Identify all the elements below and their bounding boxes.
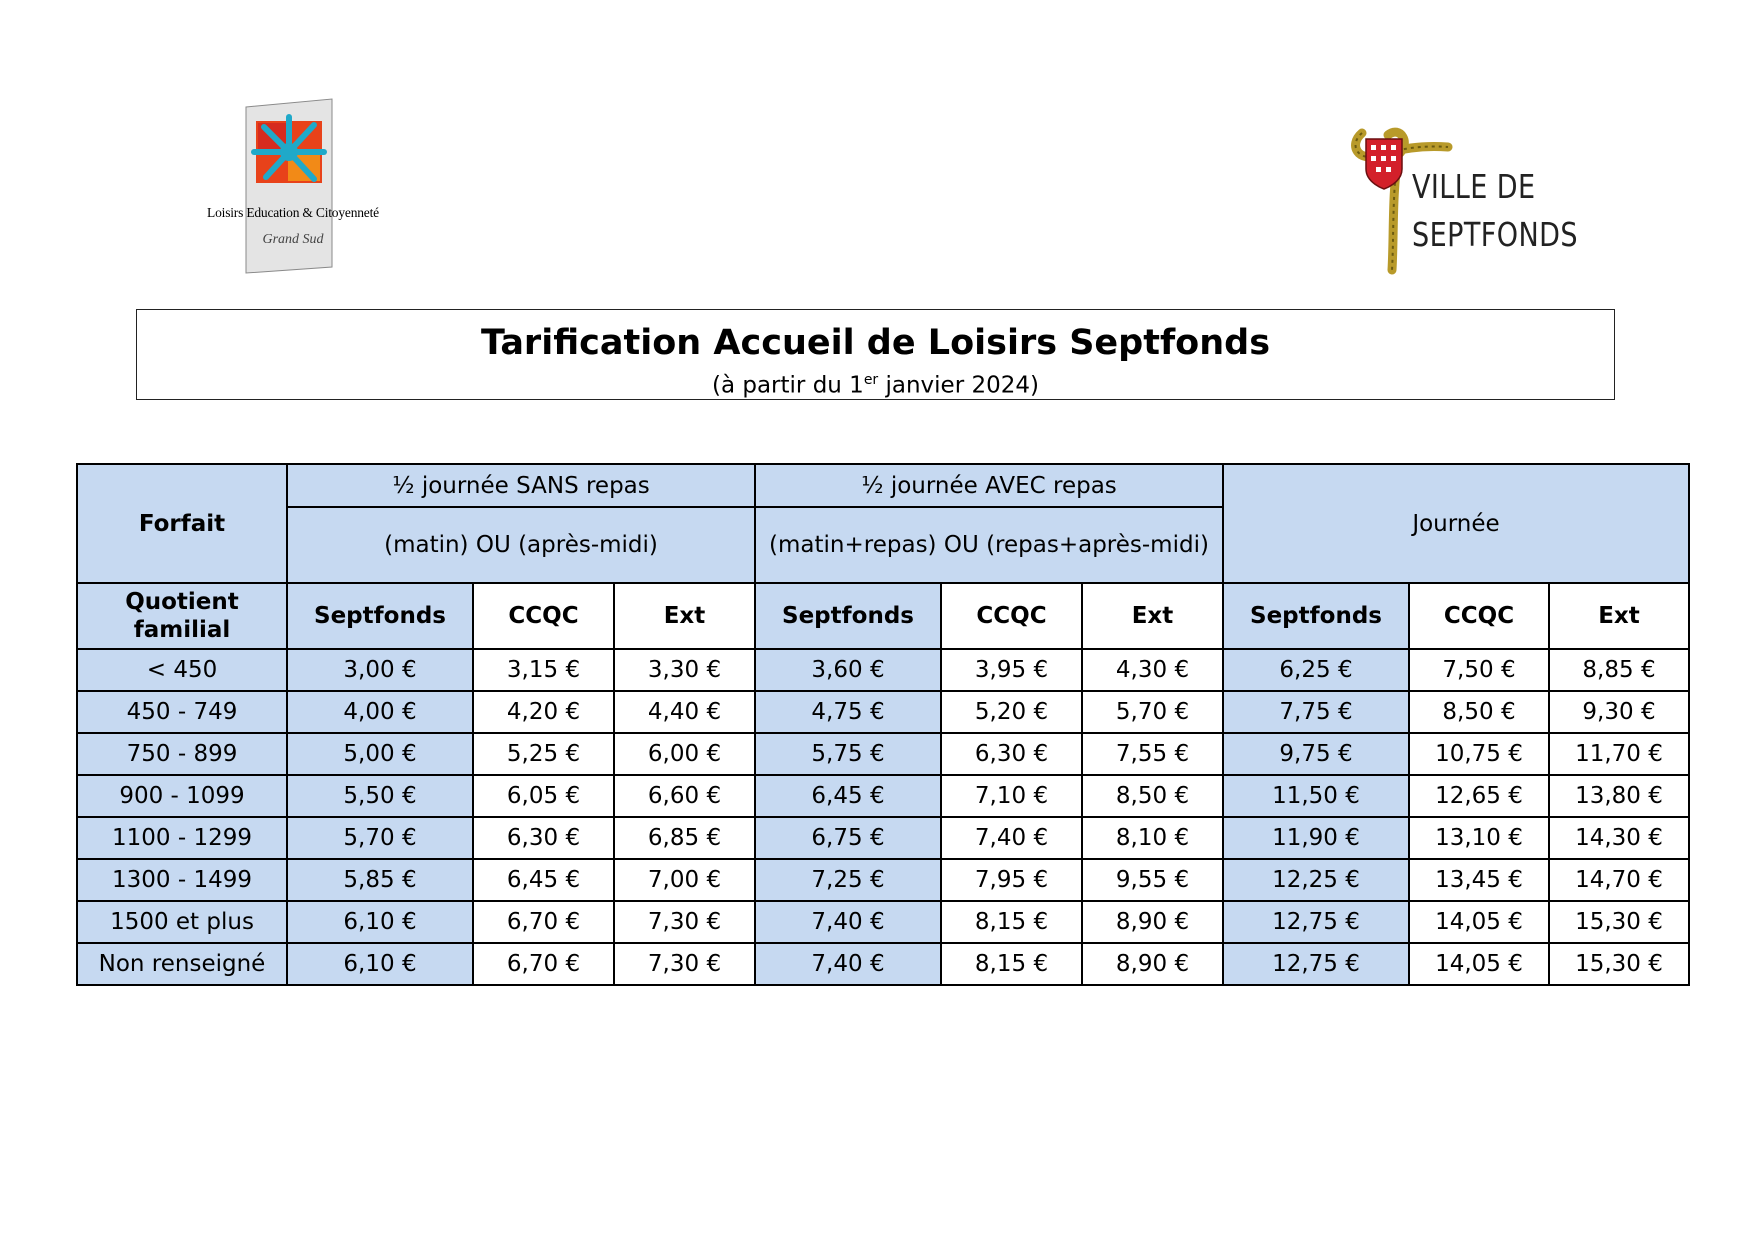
price-cell: 5,85 € xyxy=(287,859,473,901)
table-row xyxy=(77,943,1689,985)
price-cell: 9,55 € xyxy=(1082,859,1223,901)
price-cell: 8,50 € xyxy=(1082,775,1223,817)
price-cell: 7,00 € xyxy=(614,859,755,901)
price-cell: 7,10 € xyxy=(941,775,1082,817)
price-cell: 4,00 € xyxy=(287,691,473,733)
price-cell: 7,55 € xyxy=(1082,733,1223,775)
header-row-1 xyxy=(77,464,1689,507)
price-cell: 12,75 € xyxy=(1223,901,1409,943)
price-cell: 5,70 € xyxy=(287,817,473,859)
table-row xyxy=(77,817,1689,859)
price-cell: 4,30 € xyxy=(1082,649,1223,691)
table-row xyxy=(77,859,1689,901)
price-cell: 8,10 € xyxy=(1082,817,1223,859)
price-cell: 7,50 € xyxy=(1409,649,1549,691)
price-cell: 11,70 € xyxy=(1549,733,1689,775)
ville-line1: VILLE DE xyxy=(1412,167,1536,206)
price-cell: 11,90 € xyxy=(1223,817,1409,859)
price-cell: 6,25 € xyxy=(1223,649,1409,691)
price-cell: 7,25 € xyxy=(755,859,941,901)
ville-line2: SEPTFONDS xyxy=(1412,215,1578,254)
price-cell: 8,50 € xyxy=(1409,691,1549,733)
price-cell: 4,75 € xyxy=(755,691,941,733)
price-cell: 6,10 € xyxy=(287,901,473,943)
price-cell: 7,40 € xyxy=(755,901,941,943)
price-cell: 3,00 € xyxy=(287,649,473,691)
logo-lec-grand-sud xyxy=(193,97,393,275)
lec-org-name: Loisirs Education & Citoyenneté xyxy=(207,205,379,220)
price-cell: 3,95 € xyxy=(941,649,1082,691)
price-cell: 8,85 € xyxy=(1549,649,1689,691)
row-label: 750 - 899 xyxy=(77,733,287,775)
header-group1-title: ½ journée SANS repas xyxy=(287,464,755,507)
tarif-body xyxy=(77,649,1689,985)
price-cell: 5,20 € xyxy=(941,691,1082,733)
price-cell: 6,05 € xyxy=(473,775,614,817)
table-row xyxy=(77,733,1689,775)
table-row xyxy=(77,649,1689,691)
subcol-header: CCQC xyxy=(473,583,614,649)
header-quotient: Quotient familial xyxy=(77,583,287,649)
price-cell: 4,20 € xyxy=(473,691,614,733)
table-row xyxy=(77,901,1689,943)
price-cell: 6,45 € xyxy=(473,859,614,901)
price-cell: 6,85 € xyxy=(614,817,755,859)
header-group1-sub: (matin) OU (après-midi) xyxy=(287,507,755,583)
price-cell: 11,50 € xyxy=(1223,775,1409,817)
subtitle-prefix: (à partir du 1 xyxy=(711,372,864,399)
header-group2-sub: (matin+repas) OU (repas+après-midi) xyxy=(755,507,1223,583)
subtitle-sup: er xyxy=(863,372,879,388)
price-cell: 14,70 € xyxy=(1549,859,1689,901)
header-row-3 xyxy=(77,583,1689,649)
price-cell: 8,15 € xyxy=(941,943,1082,985)
header-group2-title: ½ journée AVEC repas xyxy=(755,464,1223,507)
price-cell: 12,65 € xyxy=(1409,775,1549,817)
row-label: < 450 xyxy=(77,649,287,691)
subcol-header: Septfonds xyxy=(1223,583,1409,649)
price-cell: 4,40 € xyxy=(614,691,755,733)
price-cell: 8,90 € xyxy=(1082,943,1223,985)
price-cell: 13,45 € xyxy=(1409,859,1549,901)
price-cell: 5,75 € xyxy=(755,733,941,775)
subcol-header: Ext xyxy=(1082,583,1223,649)
table-row xyxy=(77,691,1689,733)
price-cell: 8,90 € xyxy=(1082,901,1223,943)
subcol-header: CCQC xyxy=(941,583,1082,649)
price-cell: 13,10 € xyxy=(1409,817,1549,859)
price-cell: 7,95 € xyxy=(941,859,1082,901)
logo-ville-septfonds xyxy=(1350,115,1590,275)
price-cell: 5,00 € xyxy=(287,733,473,775)
row-label: 900 - 1099 xyxy=(77,775,287,817)
row-label: 1100 - 1299 xyxy=(77,817,287,859)
price-cell: 6,60 € xyxy=(614,775,755,817)
subcol-header: Septfonds xyxy=(755,583,941,649)
price-cell: 6,45 € xyxy=(755,775,941,817)
row-label: Non renseigné xyxy=(77,943,287,985)
subcol-header: Ext xyxy=(1549,583,1689,649)
price-cell: 14,05 € xyxy=(1409,943,1549,985)
price-cell: 6,00 € xyxy=(614,733,755,775)
price-cell: 8,15 € xyxy=(941,901,1082,943)
price-cell: 3,30 € xyxy=(614,649,755,691)
subtitle-suffix: janvier 2024) xyxy=(878,372,1039,399)
price-cell: 3,60 € xyxy=(755,649,941,691)
page-title: Tarification Accueil de Loisirs Septfonds xyxy=(480,323,1271,363)
price-cell: 6,30 € xyxy=(473,817,614,859)
price-cell: 13,80 € xyxy=(1549,775,1689,817)
price-cell: 5,25 € xyxy=(473,733,614,775)
price-cell: 7,40 € xyxy=(941,817,1082,859)
price-cell: 12,25 € xyxy=(1223,859,1409,901)
price-cell: 5,70 € xyxy=(1082,691,1223,733)
page-subtitle xyxy=(137,364,1614,402)
price-cell: 15,30 € xyxy=(1549,901,1689,943)
price-cell: 6,30 € xyxy=(941,733,1082,775)
header-group3-title: Journée xyxy=(1223,464,1689,583)
table-row xyxy=(77,775,1689,817)
price-cell: 7,40 € xyxy=(755,943,941,985)
lec-sub-name: Grand Sud xyxy=(262,232,324,247)
row-label: 1500 et plus xyxy=(77,901,287,943)
ville-name xyxy=(1412,163,1578,259)
price-cell: 6,70 € xyxy=(473,901,614,943)
lec-plate-icon xyxy=(244,97,334,275)
price-cell: 10,75 € xyxy=(1409,733,1549,775)
subcol-header: Septfonds xyxy=(287,583,473,649)
price-cell: 3,15 € xyxy=(473,649,614,691)
subcol-header: CCQC xyxy=(1409,583,1549,649)
title-box xyxy=(136,309,1615,400)
row-label: 1300 - 1499 xyxy=(77,859,287,901)
price-cell: 6,75 € xyxy=(755,817,941,859)
price-cell: 7,75 € xyxy=(1223,691,1409,733)
price-cell: 14,05 € xyxy=(1409,901,1549,943)
subcol-header: Ext xyxy=(614,583,755,649)
price-cell: 5,50 € xyxy=(287,775,473,817)
row-label: 450 - 749 xyxy=(77,691,287,733)
price-cell: 6,70 € xyxy=(473,943,614,985)
price-cell: 14,30 € xyxy=(1549,817,1689,859)
price-cell: 12,75 € xyxy=(1223,943,1409,985)
price-cell: 6,10 € xyxy=(287,943,473,985)
price-cell: 9,75 € xyxy=(1223,733,1409,775)
header-forfait: Forfait xyxy=(77,464,287,583)
price-cell: 15,30 € xyxy=(1549,943,1689,985)
tarif-table xyxy=(76,463,1690,986)
price-cell: 9,30 € xyxy=(1549,691,1689,733)
price-cell: 7,30 € xyxy=(614,943,755,985)
price-cell: 7,30 € xyxy=(614,901,755,943)
